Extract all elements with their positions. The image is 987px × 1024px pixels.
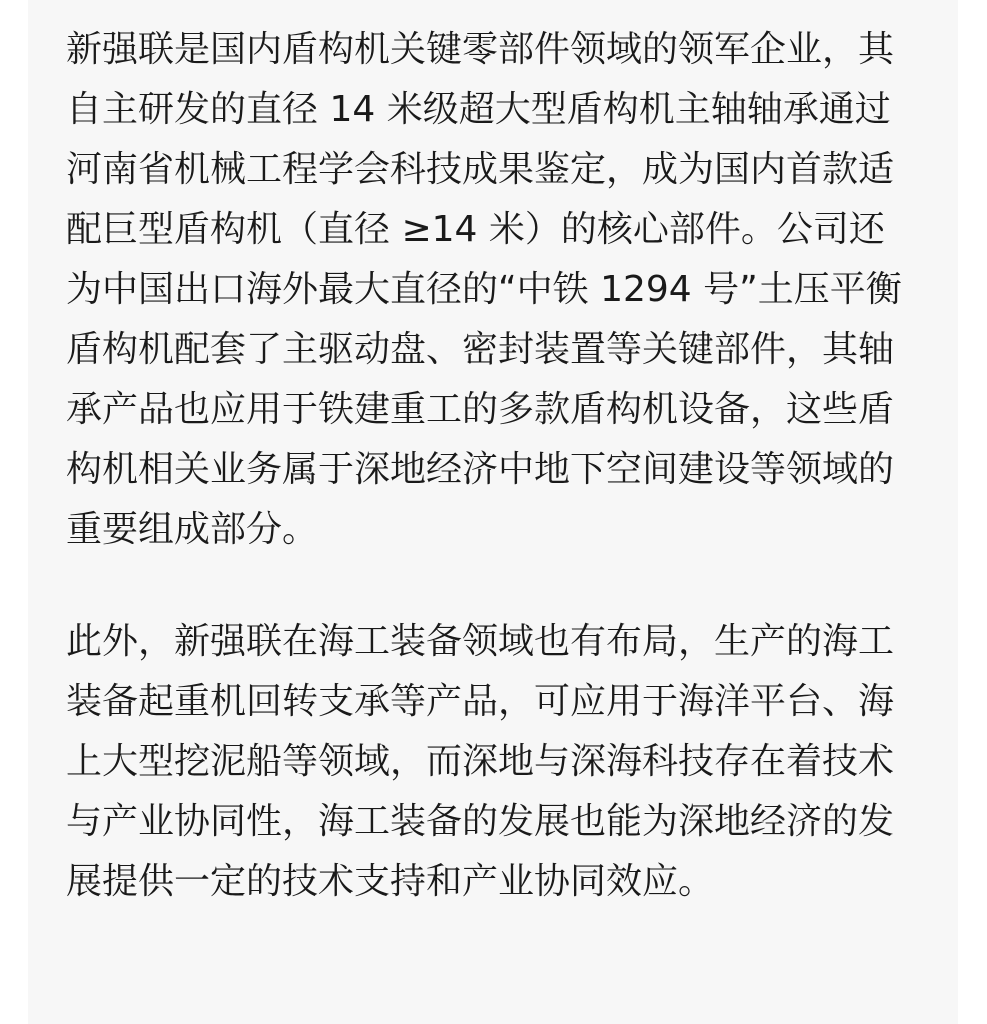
article-paragraph-2: 此外，新强联在海工装备领域也有布局，生产的海工装备起重机回转支承等产品，可应用于海洋平台、海上大型挖泥船等领域，而深地与深海科技存在着技术与产业协同性，海工装备的发展也能为深地经济的发展提供一定的技术支持和产业协同效应。 [66,621,895,902]
article-paragraph-1: 新强联是国内盾构机关键零部件领域的领军企业，其自主研发的直径 14 米级超大型盾构机主轴轴承通过河南省机械工程学会科技成果鉴定，成为国内首款适配巨型盾构机（直径 ≥14 米）的核心部件。公司还为中国出口海外最大直径的“中铁 1294 号”土压平衡盾构机配套了主驱动盘、密封装置等关键部件，其轴承产品也应用于铁建重工的多款盾构机设备，这些盾构机相关业务属于深地经济中地下空间建设等领域的重要组成部分。 [66,29,902,550]
article-card [28,0,958,1024]
